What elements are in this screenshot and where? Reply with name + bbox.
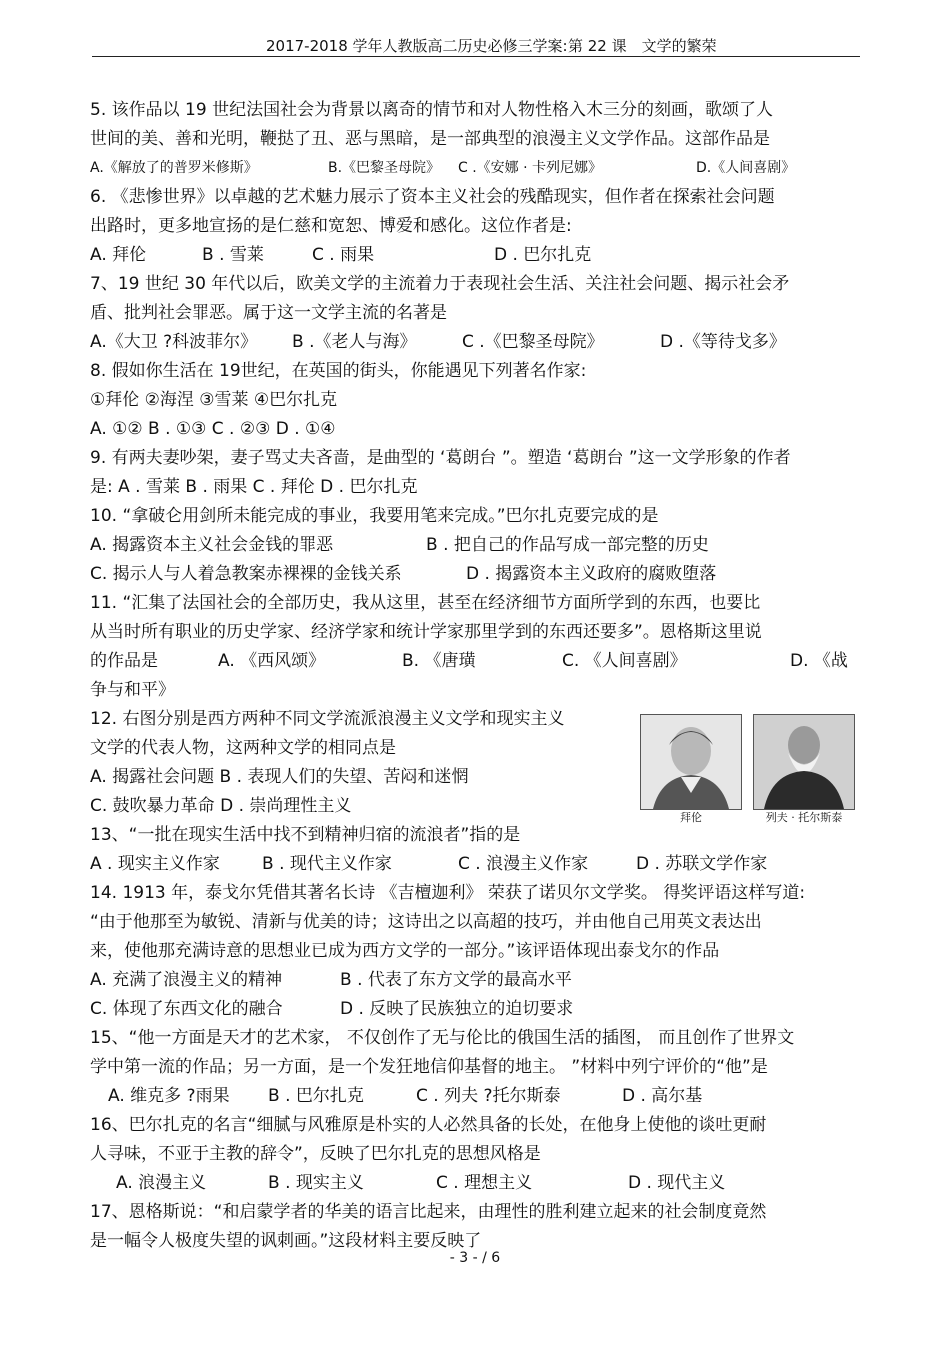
question-body — [90, 96, 865, 1256]
answer-option: B . 雪莱 — [202, 245, 264, 265]
answer-option: A.《大卫 ?科波菲尔》 — [90, 332, 258, 352]
text-line — [90, 647, 865, 676]
answer-option: B . 代表了东方文学的最高水平 — [340, 970, 572, 990]
line-text: 学中第一流的作品；另一方面，是一个发狂地信仰基督的地主。 ”材料中列宁评价的“他”是 — [90, 1057, 768, 1077]
line-text: 15、“他一方面是天才的艺术家， 不仅创作了无与伦比的俄国生活的插图， 而且创作了世界文 — [90, 1028, 795, 1048]
line-text: 9. 有两夫妻吵架，妻子骂丈夫吝啬，是曲型的 ‘葛朗台 ”。塑造 ‘葛朗台 ”这一文学形象的作者 — [90, 448, 791, 468]
text-line — [90, 1082, 865, 1111]
line-text: 7、19 世纪 30 年代以后，欧美文学的主流着力于表现社会生活、关注社会问题、揭示社会矛 — [90, 274, 790, 294]
text-line — [90, 966, 865, 995]
text-line — [90, 357, 865, 386]
line-text: 11. “汇集了法国社会的全部历史，我从这里，甚至在经济细节方面所学到的东西，也要比 — [90, 593, 761, 613]
line-text: A. ①② B . ①③ C . ②③ D . ①④ — [90, 419, 336, 439]
byron-portrait — [640, 714, 742, 810]
line-text: C. 鼓吹暴力革命 D . 崇尚理性主义 — [90, 796, 352, 816]
answer-option: A. 充满了浪漫主义的精神 — [90, 970, 283, 990]
answer-option: 的作品是 — [90, 651, 158, 671]
answer-option: C . 列夫 ?托尔斯泰 — [416, 1086, 561, 1106]
tolstoy-caption: 列夫 · 托尔斯泰 — [765, 811, 843, 824]
text-line — [90, 676, 865, 705]
answer-option: D .《等待戈多》 — [660, 332, 786, 352]
answer-option: D. 《战 — [790, 651, 848, 671]
text-line — [90, 1198, 865, 1227]
answer-option: C. 体现了东西文化的融合 — [90, 999, 283, 1019]
line-text: 从当时所有职业的历史学家、经济学家和统计学家那里学到的东西还要多”。恩格斯这里说 — [90, 622, 762, 642]
answer-option: A. 揭露资本主义社会金钱的罪恶 — [90, 535, 334, 555]
text-line — [90, 386, 865, 415]
page-number: - 3 - / 6 — [449, 1250, 501, 1266]
line-text: 17、恩格斯说：“和启蒙学者的华美的语言比起来，由理性的胜利建立起来的社会制度竟然 — [90, 1202, 767, 1222]
answer-option: C .《巴黎圣母院》 — [462, 332, 604, 352]
text-line — [90, 212, 865, 241]
line-text: 出路时，更多地宣扬的是仁慈和宽恕、博爱和感化。这位作者是: — [90, 216, 572, 236]
answer-option: D . 反映了民族独立的迫切要求 — [340, 999, 574, 1019]
text-line — [90, 125, 865, 154]
line-text: 是一幅令人极度失望的讽刺画。”这段材料主要反映了 — [90, 1231, 482, 1251]
answer-option: B . 把自己的作品写成一部完整的历史 — [426, 535, 709, 555]
text-line — [90, 502, 865, 531]
line-text: 8. 假如你生活在 19世纪，在英国的街头，你能遇见下列著名作家: — [90, 361, 587, 381]
answer-option: D.《人间喜剧》 — [696, 160, 796, 176]
line-text: 争与和平》 — [90, 680, 175, 700]
text-line — [90, 96, 865, 125]
answer-option: B. 《唐璜 — [402, 651, 476, 671]
text-line — [90, 618, 865, 647]
answer-option: A. 浪漫主义 — [116, 1173, 207, 1193]
line-text: 14. 1913 年，泰戈尔凭借其著名长诗 《吉檀迦利》 荣获了诺贝尔文学奖。 得奖评语这样写道: — [90, 883, 806, 903]
answer-option: B . 现实主义 — [268, 1173, 364, 1193]
answer-option: D . 巴尔扎克 — [494, 245, 592, 265]
header-course-title: 2017-2018 学年人教版高二历史必修三学案: — [266, 37, 568, 55]
line-text: 文学的代表人物，这两种文学的相同点是 — [90, 738, 396, 758]
text-line — [90, 1140, 865, 1169]
answer-option: C .《安娜 · 卡列尼娜》 — [458, 160, 603, 176]
line-text: 6. 《悲惨世界》以卓越的艺术魅力展示了资本主义社会的残酷现实，但作者在探索社会问题 — [90, 187, 775, 207]
line-text: 来，使他那充满诗意的思想业已成为西方文学的一部分。”该评语体现出泰戈尔的作品 — [90, 941, 720, 961]
answer-option: A. 拜伦 — [90, 245, 147, 265]
answer-option: B . 巴尔扎克 — [268, 1086, 364, 1106]
tolstoy-portrait — [753, 714, 855, 810]
text-line — [90, 473, 865, 502]
line-text: 世间的美、善和光明，鞭挞了丑、恶与黑暗，是一部典型的浪漫主义文学作品。这部作品是 — [90, 129, 770, 149]
text-line — [90, 415, 865, 444]
text-line — [90, 270, 865, 299]
answer-option: D . 苏联文学作家 — [636, 854, 768, 874]
text-line — [90, 1111, 865, 1140]
answer-option: B . 现代主义作家 — [262, 854, 392, 874]
header-rule — [92, 56, 860, 57]
line-text: ①拜伦 ②海涅 ③雪莱 ④巴尔扎克 — [90, 390, 338, 410]
answer-option: A . 现实主义作家 — [90, 854, 220, 874]
answer-option: B.《巴黎圣母院》 — [328, 160, 441, 176]
text-line — [90, 241, 865, 270]
text-line — [90, 183, 865, 212]
text-line — [90, 560, 865, 589]
text-line — [90, 995, 865, 1024]
answer-option: A. 《西风颂》 — [218, 651, 326, 671]
page-header — [92, 36, 860, 56]
answer-option: D . 高尔基 — [622, 1086, 703, 1106]
text-line — [90, 908, 865, 937]
text-line — [90, 1024, 865, 1053]
line-text: 12. 右图分别是西方两种不同文学流派浪漫主义文学和现实主义 — [90, 709, 565, 729]
answer-option: C . 雨果 — [312, 245, 375, 265]
text-line — [90, 328, 865, 357]
line-text: 人寻味，不亚于主教的辞令”，反映了巴尔扎克的思想风格是 — [90, 1144, 541, 1164]
answer-option: D . 揭露资本主义政府的腐败堕落 — [466, 564, 717, 584]
line-text: 13、“一批在现实生活中找不到精神归宿的流浪者”指的是 — [90, 825, 521, 845]
text-line — [90, 154, 865, 183]
text-line — [90, 1169, 865, 1198]
text-line — [90, 444, 865, 473]
answer-option: D . 现代主义 — [628, 1173, 726, 1193]
line-text: 10. “拿破仑用剑所未能完成的事业，我要用笔来完成。”巴尔扎克要完成的是 — [90, 506, 659, 526]
line-text: 是: A . 雪莱 B . 雨果 C . 拜伦 D . 巴尔扎克 — [90, 477, 418, 497]
text-line — [90, 1053, 865, 1082]
answer-option: C . 浪漫主义作家 — [458, 854, 589, 874]
line-text: A. 揭露社会问题 B . 表现人们的失望、苦闷和迷惘 — [90, 767, 469, 787]
portrait-figure — [640, 714, 856, 828]
byron-caption: 拜伦 — [680, 811, 702, 824]
answer-option: A.《解放了的普罗米修斯》 — [90, 160, 258, 176]
answer-option: C. 揭示人与人着急教案赤裸裸的金钱关系 — [90, 564, 402, 584]
line-text: “由于他那至为敏锐、清新与优美的诗；这诗出之以高超的技巧，并由他自己用英文表达出 — [90, 912, 762, 932]
answer-option: C . 理想主义 — [436, 1173, 533, 1193]
answer-option: C. 《人间喜剧》 — [562, 651, 687, 671]
text-line — [90, 850, 865, 879]
header-lesson-title: 第 22 课 文学的繁荣 — [568, 37, 717, 55]
answer-option: A. 维克多 ?雨果 — [108, 1086, 230, 1106]
text-line — [90, 299, 865, 328]
text-line — [90, 937, 865, 966]
text-line — [90, 531, 865, 560]
line-text: 盾、批判社会罪恶。属于这一文学主流的名著是 — [90, 303, 447, 323]
text-line — [90, 879, 865, 908]
text-line — [90, 589, 865, 618]
answer-option: B .《老人与海》 — [292, 332, 417, 352]
line-text: 16、巴尔扎克的名言“细腻与风雅原是朴实的人必然具备的长处，在他身上使他的谈吐更耐 — [90, 1115, 767, 1135]
line-text: 5. 该作品以 19 世纪法国社会为背景以离奇的情节和对人物性格入木三分的刻画，歌颂了人 — [90, 100, 774, 120]
